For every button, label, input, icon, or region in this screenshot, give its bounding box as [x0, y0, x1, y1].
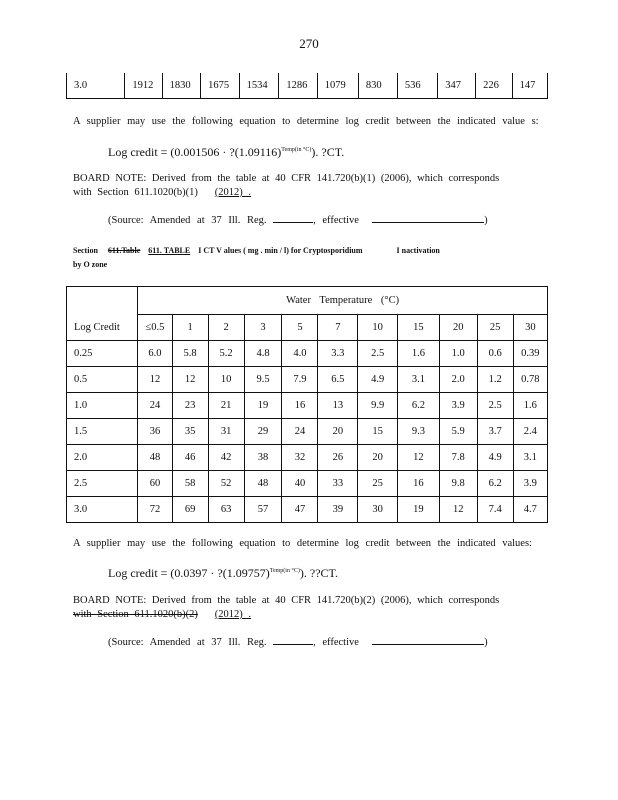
ct-value-cell: 12 — [172, 367, 208, 393]
temperature-column-header: 10 — [358, 315, 398, 341]
table-cell: 1079 — [317, 73, 358, 99]
ct-value-cell: 24 — [138, 393, 172, 419]
table-cell: 147 — [512, 73, 547, 99]
ct-value-cell: 48 — [138, 445, 172, 471]
ct-value-cell: 3.3 — [318, 341, 358, 367]
board-note-2-year: (2012) . — [214, 609, 252, 620]
ct-value-cell: 20 — [318, 419, 358, 445]
temperature-column-header: 3 — [244, 315, 282, 341]
top-table-continuation — [66, 73, 548, 99]
source-2-prefix: (Source: Amended at 37 Ill. Reg. — [108, 637, 267, 648]
page-number: 270 — [299, 36, 319, 51]
ct-value-cell: 4.9 — [477, 445, 513, 471]
table-cell: 536 — [397, 73, 437, 99]
temperature-column-header: 2 — [208, 315, 244, 341]
ct-value-cell: 57 — [244, 497, 282, 523]
ct-value-cell: 1.2 — [477, 367, 513, 393]
ct-value-cell: 3.1 — [513, 445, 547, 471]
source-1-blank-reg — [273, 221, 313, 223]
ct-value-cell: 4.7 — [513, 497, 547, 523]
ct-value-cell: 72 — [138, 497, 172, 523]
ct-value-cell: 16 — [398, 471, 440, 497]
source-1-prefix: (Source: Amended at 37 Ill. Reg. — [108, 215, 267, 226]
section-number: 611. TABLE — [148, 246, 191, 255]
table-cell: 1830 — [162, 73, 200, 99]
board-note-1-line1: BOARD NOTE: Derived from the table at 40 CFR 141.720(b)(1) (2006), which corresponds — [73, 173, 500, 184]
ct-value-cell: 60 — [138, 471, 172, 497]
temperature-column-header: 7 — [318, 315, 358, 341]
ct-value-cell: 23 — [172, 393, 208, 419]
ct-value-cell: 6.0 — [138, 341, 172, 367]
source-note-2 — [108, 637, 488, 648]
ct-value-cell: 31 — [208, 419, 244, 445]
log-credit-cell: 1.5 — [67, 419, 138, 445]
section-heading-line2: by O zone — [73, 260, 108, 269]
source-2-mid: , effective — [313, 637, 359, 648]
ct-value-cell: 4.9 — [358, 367, 398, 393]
ct-value-cell: 1.6 — [398, 341, 440, 367]
equation-1-prefix: Log credit = (0.001506 · ?(1.09116) — [108, 145, 282, 159]
board-note-2-line2 — [73, 609, 251, 620]
ct-value-cell: 6.5 — [318, 367, 358, 393]
water-temperature-header: Water Temperature (°C) — [138, 287, 548, 315]
source-1-mid: , effective — [313, 215, 359, 226]
section-title-inactivation: I nactivation — [396, 246, 440, 255]
board-note-2-line1: BOARD NOTE: Derived from the table at 40 CFR 141.720(b)(2) (2006), which corresponds — [73, 595, 500, 606]
ct-value-cell: 0.78 — [513, 367, 547, 393]
ct-value-cell: 4.0 — [282, 341, 318, 367]
source-1-blank-date — [372, 221, 484, 223]
ct-value-cell: 15 — [358, 419, 398, 445]
ct-value-cell: 47 — [282, 497, 318, 523]
source-2-close: ) — [484, 637, 488, 648]
ct-value-cell: 3.7 — [477, 419, 513, 445]
ct-value-cell: 3.9 — [439, 393, 477, 419]
table-row — [67, 419, 548, 445]
ct-value-cell: 40 — [282, 471, 318, 497]
ct-value-cell: 1.0 — [439, 341, 477, 367]
board-note-1-section: with Section 611.1020(b)(1) — [73, 187, 198, 198]
temperature-column-header: 15 — [398, 315, 440, 341]
equation-2-exponent: Temp(in °C) — [269, 568, 300, 574]
table-cell: 226 — [476, 73, 513, 99]
table-row — [67, 341, 548, 367]
table-column-header-row — [67, 315, 548, 341]
table-cell: 1286 — [279, 73, 317, 99]
ct-value-cell: 0.6 — [477, 341, 513, 367]
board-note-1-year: (2012) . — [214, 187, 252, 198]
table-row — [67, 471, 548, 497]
ct-value-cell: 3.9 — [513, 471, 547, 497]
ct-value-cell: 1.6 — [513, 393, 547, 419]
ct-value-cell: 39 — [318, 497, 358, 523]
ct-value-cell: 46 — [172, 445, 208, 471]
header-blank-cell — [67, 287, 138, 315]
equation-2-suffix: ). ??CT. — [299, 566, 338, 580]
ct-value-cell: 21 — [208, 393, 244, 419]
temperature-column-header: 30 — [513, 315, 547, 341]
ct-value-cell: 52 — [208, 471, 244, 497]
ct-value-cell: 5.8 — [172, 341, 208, 367]
ct-value-cell: 69 — [172, 497, 208, 523]
log-credit-cell: 2.0 — [67, 445, 138, 471]
table-row — [67, 445, 548, 471]
ct-value-cell: 30 — [358, 497, 398, 523]
ct-value-cell: 7.8 — [439, 445, 477, 471]
ct-value-cell: 63 — [208, 497, 244, 523]
temperature-column-header: 5 — [282, 315, 318, 341]
ct-value-cell: 48 — [244, 471, 282, 497]
ct-value-cell: 4.8 — [244, 341, 282, 367]
ct-value-cell: 9.8 — [439, 471, 477, 497]
ct-value-cell: 12 — [138, 367, 172, 393]
ct-value-cell: 9.5 — [244, 367, 282, 393]
paragraph-equation-intro-2: A supplier may use the following equation to determine log credit between the indicated values: — [73, 538, 532, 549]
equation-2-prefix: Log credit = (0.0397 · ?(1.09757) — [108, 566, 270, 580]
board-note-1-line2 — [73, 187, 251, 198]
equation-1 — [108, 145, 344, 160]
log-credit-cell: 0.25 — [67, 341, 138, 367]
ct-value-cell: 9.9 — [358, 393, 398, 419]
ct-value-cell: 42 — [208, 445, 244, 471]
ct-value-cell: 7.4 — [477, 497, 513, 523]
ct-value-cell: 33 — [318, 471, 358, 497]
table-cell: 1912 — [125, 73, 162, 99]
ct-value-cell: 24 — [282, 419, 318, 445]
table-header-row — [67, 287, 548, 315]
table-row — [67, 393, 548, 419]
log-credit-cell: 2.5 — [67, 471, 138, 497]
section-label: Section — [73, 246, 98, 255]
table-row — [67, 497, 548, 523]
board-note-2-struck-section: with Section 611.1020(b)(2) — [73, 609, 198, 620]
table-cell: 1675 — [201, 73, 239, 99]
ct-value-cell: 29 — [244, 419, 282, 445]
source-note-1 — [108, 215, 488, 226]
table-row — [67, 367, 548, 393]
ct-values-table — [66, 286, 548, 523]
ct-value-cell: 58 — [172, 471, 208, 497]
ct-value-cell: 12 — [398, 445, 440, 471]
equation-1-suffix: ). ?CT. — [311, 145, 345, 159]
ct-value-cell: 5.2 — [208, 341, 244, 367]
ct-value-cell: 2.5 — [358, 341, 398, 367]
ct-value-cell: 6.2 — [398, 393, 440, 419]
log-credit-cell: 1.0 — [67, 393, 138, 419]
ct-value-cell: 9.3 — [398, 419, 440, 445]
ct-value-cell: 38 — [244, 445, 282, 471]
ct-value-cell: 20 — [358, 445, 398, 471]
table-row — [67, 73, 548, 99]
ct-value-cell: 5.9 — [439, 419, 477, 445]
ct-value-cell: 7.9 — [282, 367, 318, 393]
log-credit-cell: 0.5 — [67, 367, 138, 393]
ct-value-cell: 3.1 — [398, 367, 440, 393]
temperature-column-header: 25 — [477, 315, 513, 341]
ct-value-cell: 35 — [172, 419, 208, 445]
equation-2 — [108, 566, 338, 581]
source-2-blank-date — [372, 643, 484, 645]
temperature-column-header: 1 — [172, 315, 208, 341]
ct-value-cell: 2.5 — [477, 393, 513, 419]
table-cell: 347 — [438, 73, 476, 99]
ct-value-cell: 32 — [282, 445, 318, 471]
table-cell: 1534 — [239, 73, 279, 99]
ct-value-cell: 19 — [398, 497, 440, 523]
ct-value-cell: 6.2 — [477, 471, 513, 497]
ct-value-cell: 36 — [138, 419, 172, 445]
table-cell: 830 — [358, 73, 397, 99]
ct-value-cell: 10 — [208, 367, 244, 393]
section-heading — [73, 246, 440, 255]
equation-1-exponent: Temp(in °C) — [281, 147, 312, 153]
ct-value-cell: 25 — [358, 471, 398, 497]
ct-value-cell: 2.4 — [513, 419, 547, 445]
ct-value-cell: 0.39 — [513, 341, 547, 367]
source-2-blank-reg — [273, 643, 313, 645]
log-credit-header: Log Credit — [67, 315, 138, 341]
ct-value-cell: 16 — [282, 393, 318, 419]
temperature-column-header: 20 — [439, 315, 477, 341]
ct-value-cell: 13 — [318, 393, 358, 419]
paragraph-equation-intro-1: A supplier may use the following equation to determine log credit between the indicated value s: — [73, 116, 539, 127]
section-struck-text: 611.Table — [107, 246, 141, 255]
section-title: I CT V alues ( mg . min / l) for Cryptosporidium — [198, 246, 363, 255]
row-label-cell: 3.0 — [67, 73, 125, 99]
log-credit-cell: 3.0 — [67, 497, 138, 523]
ct-value-cell: 12 — [439, 497, 477, 523]
ct-value-cell: 19 — [244, 393, 282, 419]
source-1-close: ) — [484, 215, 488, 226]
ct-value-cell: 2.0 — [439, 367, 477, 393]
ct-value-cell: 26 — [318, 445, 358, 471]
temperature-column-header: ≤0.5 — [138, 315, 172, 341]
